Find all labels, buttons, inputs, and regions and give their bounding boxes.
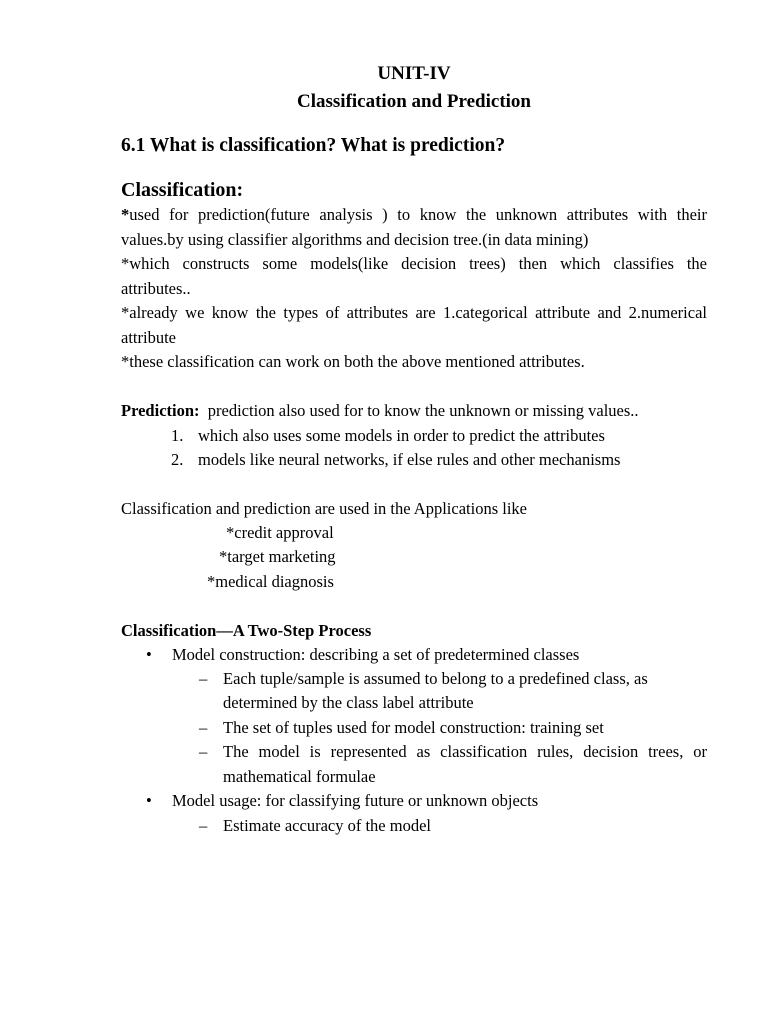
bullet-1-text: Model construction: describing a set of predetermined classes (172, 645, 580, 664)
prediction-text: prediction also used for to know the unknown or missing values.. (207, 401, 639, 420)
sub-item-1-line-1: Each tuple/sample is assumed to belong to a predefined class, as (223, 669, 648, 688)
applications-intro: Classification and prediction are used in the Applications like (121, 499, 527, 518)
classification-line-1-star: * (121, 205, 130, 224)
application-item-medical-diagnosis: *medical diagnosis (207, 572, 334, 591)
bullet-2-text: Model usage: for classifying future or unknown objects (172, 791, 539, 810)
classification-line-7: *these classification can work on both the above mentioned attributes. (121, 352, 585, 371)
classification-line-2: values.by using classifier algorithms and decision tree.(in data mining) (121, 230, 589, 249)
classification-line-5: *already we know the types of attributes are 1.categorical attribute and 2.numerical (121, 303, 707, 322)
sub-item-1-dash: – (199, 669, 208, 688)
classification-heading: Classification: (121, 179, 244, 201)
classification-line-4: attributes.. (121, 279, 191, 298)
bullet-2-marker: • (146, 791, 152, 810)
prediction-item-1-text: which also uses some models in order to predict the attributes (198, 426, 605, 445)
sub-item-1-line-2: determined by the class label attribute (223, 693, 474, 712)
sub-item-3-line-2: mathematical formulae (223, 767, 376, 786)
sub-item-4-text: Estimate accuracy of the model (223, 816, 431, 835)
application-item-credit-approval: *credit approval (226, 523, 334, 542)
sub-item-3-line-1: The model is represented as classification rules, decision trees, or (223, 742, 707, 761)
sub-item-3-dash: – (199, 742, 208, 761)
prediction-label: Prediction: (121, 401, 200, 420)
two-step-heading: Classification—A Two-Step Process (121, 621, 372, 640)
classification-line-1 (121, 205, 707, 225)
prediction-item-2-text: models like neural networks, if else rules and other mechanisms (198, 450, 621, 469)
prediction-item-1-number: 1. (171, 426, 184, 445)
classification-line-6: attribute (121, 328, 176, 347)
sub-item-2-dash: – (199, 718, 208, 737)
section-heading: 6.1 What is classification? What is prediction? (121, 135, 506, 156)
classification-line-1-text: used for prediction(future analysis ) to know the unknown attributes with their (129, 205, 707, 224)
classification-line-3: *which constructs some models(like decision trees) then which classifies the (121, 254, 707, 273)
prediction-item-2-number: 2. (171, 450, 184, 469)
application-item-target-marketing: *target marketing (219, 547, 336, 566)
bullet-1-marker: • (146, 645, 152, 664)
sub-item-4-dash: – (199, 816, 208, 835)
chapter-title: Classification and Prediction (297, 91, 531, 112)
unit-title: UNIT-IV (377, 63, 451, 84)
sub-item-2-text: The set of tuples used for model construction: training set (223, 718, 604, 737)
prediction-paragraph (121, 401, 639, 421)
